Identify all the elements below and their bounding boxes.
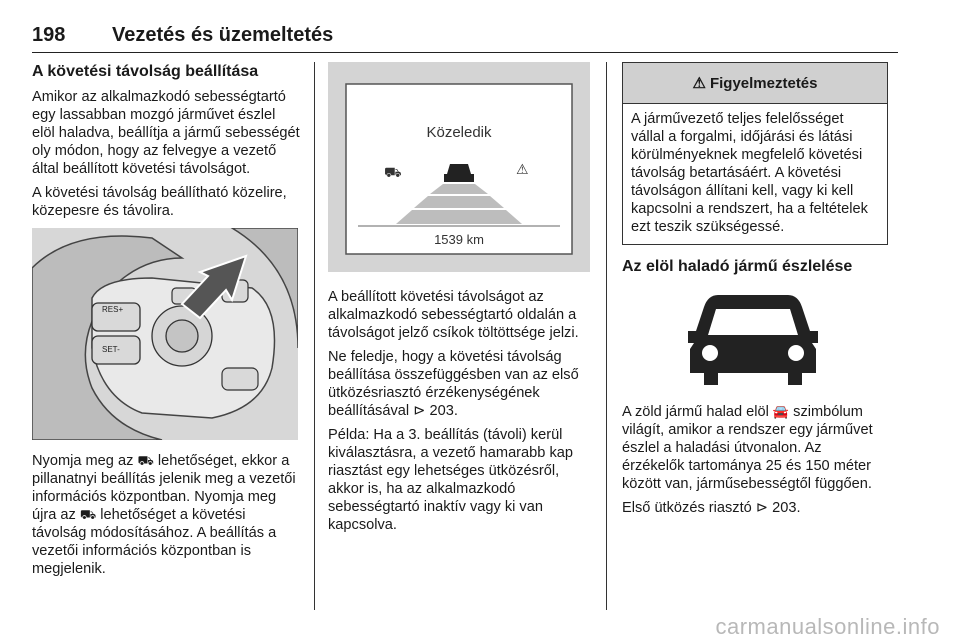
paragraph: A beállított követési távolságot az alkalmazkodó sebességtartó oldalán a távolságot jelző csíkok töltöttsége jelzi. (328, 289, 579, 341)
column-middle (328, 62, 590, 540)
warning-triangle-icon: ⚠ (692, 75, 706, 92)
display-status-label: Közeledik (426, 124, 492, 141)
paragraph: Példa: Ha a 3. beállítás (távoli) kerül kiválasztásra, a vezető hamarabb kap riasztást egy lehetséges ütközésről, akkor is, ha az alkalmazkodó sebességtartó inaktív vagy ki van kapcsolva. (328, 427, 573, 533)
page-reference[interactable]: 203. (429, 403, 458, 419)
car-icon (622, 285, 884, 389)
page-reference[interactable]: 203. (772, 500, 801, 516)
watermark: carmanualsonline.info (715, 614, 940, 639)
odometer-value: 1539 km (434, 232, 484, 247)
paragraph-part: Első ütközés riasztó (622, 500, 752, 516)
paragraph-part: A zöld jármű halad elöl (622, 404, 769, 420)
warning-body: A járművezető teljes felelősséget vállal a forgalmi, időjárási és látási körülményeknek megfelelő követési távolság betartásáért. A követési távolságon állítani kell, vagy ki kell kapcsolni a rendszert, ha a feltételek ezt teszik szükségessé. (631, 111, 868, 235)
paragraph-part: Ne feledje, hogy a követési távolság beállítása összefüggésben van az első ütközésriasztó érzékenységének beállításával (328, 349, 579, 419)
paragraph (32, 452, 300, 578)
wheel-button-label: SET- (102, 345, 120, 354)
paragraph-part: Nyomja meg az (32, 453, 134, 469)
column-divider (314, 62, 315, 610)
instrument-display-illustration (328, 62, 590, 272)
follow-distance-icon: ⛟ (79, 507, 97, 522)
steering-wheel-illustration (32, 228, 298, 440)
section-heading: Az elöl haladó jármű észlelése (622, 258, 853, 275)
page-number: 198 (32, 24, 66, 46)
paragraph (622, 403, 888, 493)
column-left (32, 62, 300, 584)
warning-box (622, 62, 888, 245)
warning-header (623, 63, 887, 104)
paragraph: A követési távolság beállítható közelire, közepesre és távolira. (32, 185, 287, 219)
follow-distance-icon: ⛟ (137, 453, 154, 468)
wheel-button-label: RES+ (102, 305, 124, 314)
column-divider (606, 62, 607, 610)
column-right (622, 62, 888, 523)
paragraph (328, 348, 590, 420)
section-heading: A követési távolság beállítása (32, 63, 259, 80)
paragraph-part: lehetőséget a követési távolság módosításához. A beállítás a vezetői információs központban is megjelenik. (32, 507, 277, 577)
follow-distance-icon: ⛟ (384, 164, 402, 180)
page-reference-arrow-icon: ⊳ (755, 500, 769, 516)
warning-title: Figyelmeztetés (709, 74, 818, 92)
paragraph-part: lehetőséget, ekkor a pillanatnyi beállítás jelenik meg a vezetői információs központban. Nyomja meg újra az (32, 453, 296, 523)
page-title: Vezetés és üzemeltetés (112, 24, 334, 46)
page-reference-arrow-icon: ⊳ (413, 403, 426, 419)
paragraph: Amikor az alkalmazkodó sebességtartó egy lassabban mozgó járművet észlel elöl haladva, beállítja a jármű sebességét oly módon, hogy az felvegye a vezető által beállított követési távolságot. (32, 89, 300, 177)
page-header (32, 22, 898, 53)
collision-alert-icon: ⚠ (516, 161, 529, 177)
car-icon: 🚘 (772, 404, 790, 419)
paragraph-part: szimbólum világít, amikor a rendszer egy járművet észlel a haladási útvonalon. Az érzékelők tartománya 25 és 150 méter között van, járműsebességtől függően. (622, 404, 873, 492)
paragraph (622, 499, 888, 517)
